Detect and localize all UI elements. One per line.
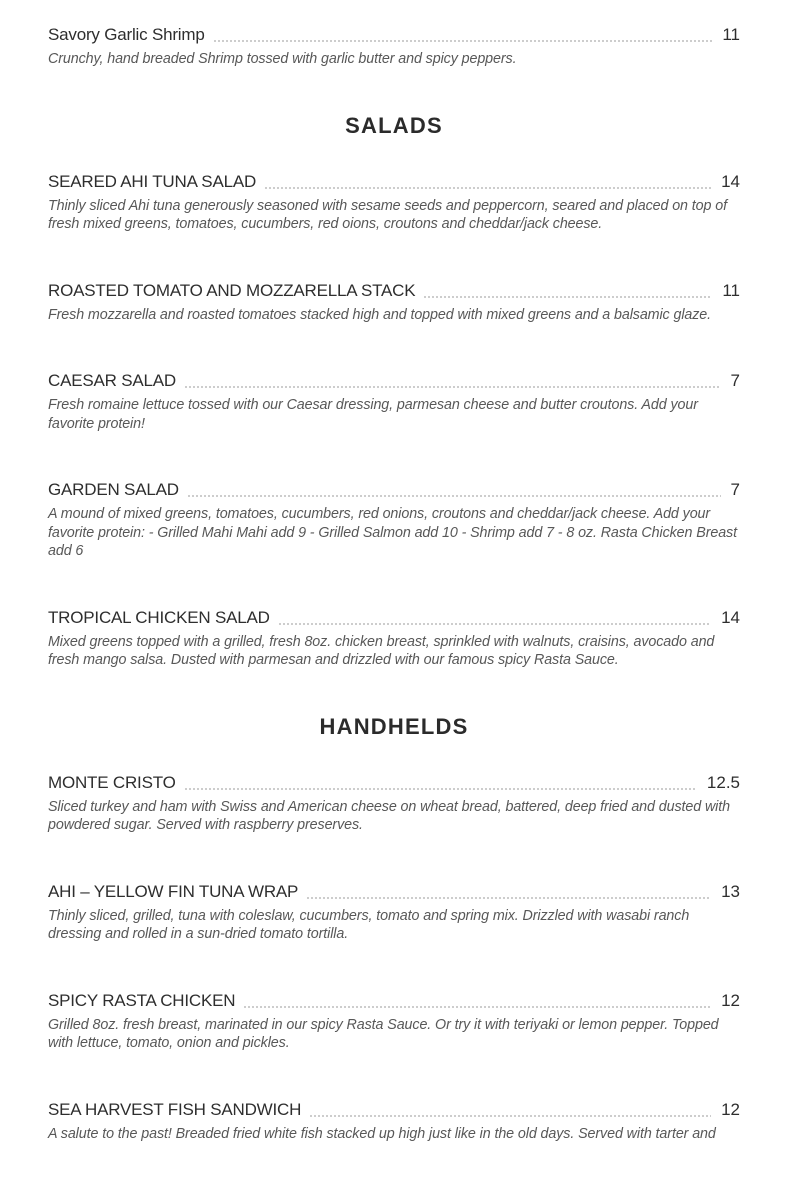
item-name: MONTE CRISTO (48, 772, 176, 792)
item-price: 11 (722, 280, 740, 300)
item-description: Crunchy, hand breaded Shrimp tossed with garlic butter and spicy peppers. (48, 51, 517, 67)
item-row (48, 477, 740, 502)
dotted-leader (213, 40, 713, 42)
item-description: A mound of mixed greens, tomatoes, cucumbers, red onions, croutons and cheddar/jack cheese. Add your favorite protein: - Grilled Mahi Mahi add 9 - Grilled Salmon add 10 - Shrimp add 7 - 8 oz. Rasta Chicken Breast add 6 (48, 506, 737, 559)
item-name: SEARED AHI TUNA SALAD (48, 171, 257, 191)
dotted-leader (184, 386, 721, 388)
dotted-leader (423, 296, 712, 298)
item-name: Savory Garlic Shrimp (48, 25, 205, 44)
menu-item-seared-ahi-tuna-salad (48, 169, 740, 234)
menu-item-caesar-salad (48, 368, 740, 433)
item-description: Grilled 8oz. fresh breast, marinated in our spicy Rasta Sauce. Or try it with teriyaki or lemon pepper. Topped with lettuce, tomato, onion and pickles. (48, 1016, 719, 1051)
menu-item-roasted-tomato-mozzarella-stack (48, 278, 740, 325)
item-name: ROASTED TOMATO AND MOZZARELLA STACK (48, 280, 416, 300)
dotted-leader (309, 1115, 711, 1117)
menu-section-salads (48, 113, 740, 670)
item-description: Thinly sliced, grilled, tuna with coleslaw, cucumbers, tomato and spring mix. Drizzled with wasabi ranch dressing and rolled in a sun-dried tomato tortilla. (48, 907, 690, 942)
item-description: Fresh mozzarella and roasted tomatoes stacked high and topped with mixed greens and a balsamic glaze. (48, 306, 712, 323)
item-name: TROPICAL CHICKEN SALAD (48, 607, 270, 627)
menu-item-sea-harvest-fish-sandwich (48, 1097, 740, 1144)
item-row (48, 22, 740, 47)
item-price: 7 (730, 480, 740, 499)
item-row (48, 605, 740, 630)
dotted-leader (306, 897, 711, 899)
section-header-salads: SALADS (345, 112, 443, 138)
section-header-handhelds: HANDHELDS (319, 713, 469, 739)
item-price: 12.5 (706, 772, 740, 792)
item-description: Fresh romaine lettuce tossed with our Caesar dressing, parmesan cheese and butter croutons. Add your favorite protein! (48, 397, 698, 432)
dotted-leader (243, 1006, 711, 1008)
item-price: 7 (730, 371, 740, 390)
item-name: SEA HARVEST FISH SANDWICH (48, 1099, 302, 1119)
item-row (48, 988, 740, 1013)
menu-item-garden-salad (48, 477, 740, 561)
item-description: Thinly sliced Ahi tuna generously seasoned with sesame seeds and peppercorn, seared and placed on top of fresh mixed greens, tomatoes, cucumbers, red oions, croutons and cheddar/jack cheese. (48, 197, 727, 232)
item-name: CAESAR SALAD (48, 371, 176, 390)
menu-item-spicy-rasta-chicken (48, 988, 740, 1053)
item-price: 14 (721, 607, 740, 627)
item-name: AHI – YELLOW FIN TUNA WRAP (48, 881, 299, 901)
item-description: A salute to the past! Breaded fried white fish stacked up high just like in the old days. Served with tarter and (48, 1125, 716, 1142)
item-row (48, 169, 740, 194)
item-row (48, 278, 740, 303)
item-name: SPICY RASTA CHICKEN (48, 990, 236, 1010)
menu-section-appetizers-tail (48, 22, 740, 69)
menu-section-handhelds (48, 714, 740, 1144)
dotted-leader (278, 623, 711, 625)
item-price: 14 (721, 171, 740, 191)
item-row (48, 879, 740, 904)
item-name: GARDEN SALAD (48, 480, 179, 499)
item-price: 13 (721, 881, 740, 901)
dotted-leader (264, 187, 711, 189)
item-row (48, 1097, 740, 1122)
item-description: Mixed greens topped with a grilled, fresh 8oz. chicken breast, sprinkled with walnuts, craisins, avocado and fresh mango salsa. Dusted with parmesan and drizzled with our famous spicy Rasta Sauce. (48, 633, 715, 668)
menu-item-ahi-yellow-fin-tuna-wrap (48, 879, 740, 944)
item-price: 12 (721, 990, 740, 1010)
menu-item-monte-cristo (48, 770, 740, 835)
item-row (48, 770, 740, 795)
dotted-leader (187, 495, 721, 497)
item-description: Sliced turkey and ham with Swiss and American cheese on wheat bread, battered, deep fried and dusted with powdered sugar. Served with raspberry preserves. (48, 798, 730, 833)
dotted-leader (184, 788, 697, 790)
item-row (48, 368, 740, 393)
menu-item-tropical-chicken-salad (48, 605, 740, 670)
item-price: 11 (722, 25, 740, 44)
item-price: 12 (721, 1099, 740, 1119)
menu-item-savory-garlic-shrimp (48, 22, 740, 69)
